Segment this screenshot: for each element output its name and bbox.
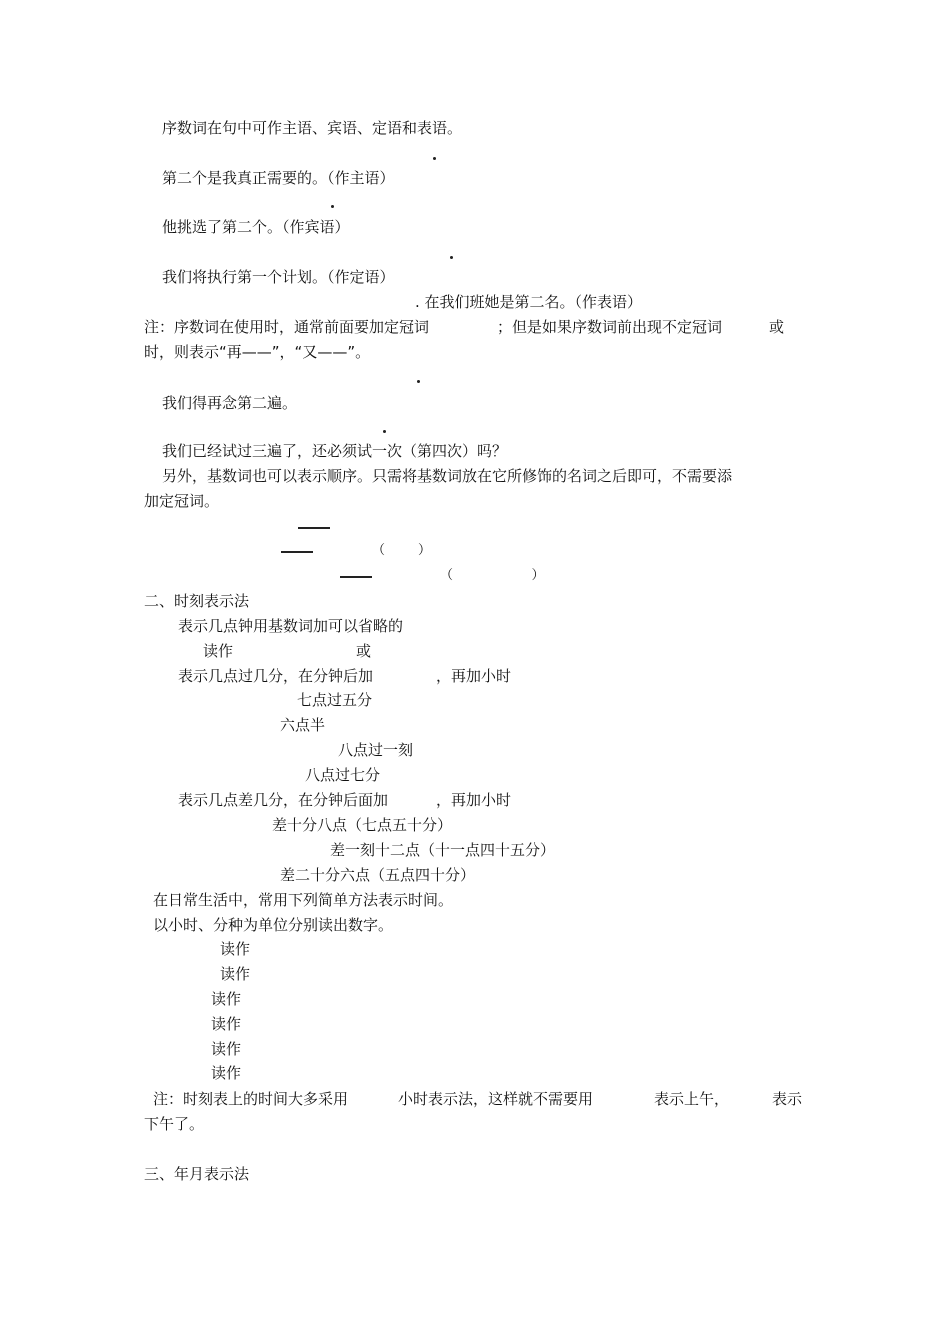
example-subject: 第二个是我真正需要的。（作主语）	[162, 169, 395, 187]
time-note: 注：时刻表上的时间大多采用	[153, 1090, 349, 1108]
gap-dot	[450, 256, 453, 259]
gap-dot	[417, 380, 420, 383]
dash-mark	[298, 527, 330, 529]
time-text: 以小时、分种为单位分别读出数字。	[153, 916, 394, 934]
paren-text: （ ）	[372, 543, 432, 558]
example-predicative: . 在我们班她是第二名。（作表语）	[415, 293, 643, 311]
read-item: 读作	[211, 1015, 242, 1033]
section-heading-time: 二、时刻表示法	[144, 592, 250, 610]
cardinal-text: 加定冠词。	[144, 492, 220, 510]
read-item: 读作	[220, 965, 251, 983]
gap-dot	[383, 430, 386, 433]
time-note: 表示	[772, 1090, 803, 1108]
example-attributive: 我们将执行第一个计划。（作定语）	[162, 268, 395, 286]
example-fourth: 我们已经试过三遍了，还必须试一次（第四次）吗？	[162, 442, 508, 460]
read-item: 读作	[211, 1064, 242, 1082]
time-example: 八点过一刻	[338, 741, 414, 759]
time-text: 表示几点过几分，在分钟后加	[178, 667, 374, 685]
note-text: 或	[769, 318, 785, 336]
note-text: 注：序数词在使用时，通常前面要加定冠词	[144, 318, 430, 336]
time-text: 表示几点差几分，在分钟后面加	[178, 791, 389, 809]
gap-dot	[433, 157, 436, 160]
ordinal-intro: 序数词在句中可作主语、宾语、定语和表语。	[162, 119, 463, 137]
section-heading-year: 三、年月表示法	[144, 1165, 250, 1183]
time-text: 表示几点钟用基数词加可以省略的	[178, 617, 404, 635]
example-object: 他挑选了第二个。（作宾语）	[162, 218, 350, 236]
dash-mark	[281, 551, 313, 553]
time-note: 小时表示法，这样就不需要用	[398, 1090, 594, 1108]
read-item: 读作	[211, 1040, 242, 1058]
note-text: 时，则表示“再——”，“又——”。	[144, 343, 371, 361]
time-example: 八点过七分	[305, 766, 381, 784]
read-item: 读作	[220, 940, 251, 958]
time-text: ，再加小时	[436, 791, 512, 809]
time-example: 七点过五分	[297, 691, 373, 709]
time-note: 下午了。	[144, 1115, 205, 1133]
time-example: 差二十分六点（五点四十分）	[280, 866, 476, 884]
time-text: 在日常生活中，常用下列简单方法表示时间。	[153, 891, 454, 909]
time-example: 差一刻十二点（十一点四十五分）	[330, 841, 556, 859]
paren-text: （ ）	[440, 568, 545, 583]
dash-mark	[340, 576, 372, 578]
read-item: 读作	[211, 990, 242, 1008]
time-example: 六点半	[280, 716, 326, 734]
time-text: 读作	[203, 642, 234, 660]
cardinal-text: 另外，基数词也可以表示顺序。只需将基数词放在它所修饰的名词之后即可，不需要添	[162, 467, 733, 485]
note-text: ；但是如果序数词前出现不定冠词	[497, 318, 723, 336]
gap-dot	[331, 205, 334, 208]
example-again: 我们得再念第二遍。	[162, 394, 298, 412]
time-note: 表示上午，	[654, 1090, 730, 1108]
time-example: 差十分八点（七点五十分）	[272, 816, 453, 834]
time-text: 或	[356, 642, 372, 660]
time-text: ，再加小时	[436, 667, 512, 685]
